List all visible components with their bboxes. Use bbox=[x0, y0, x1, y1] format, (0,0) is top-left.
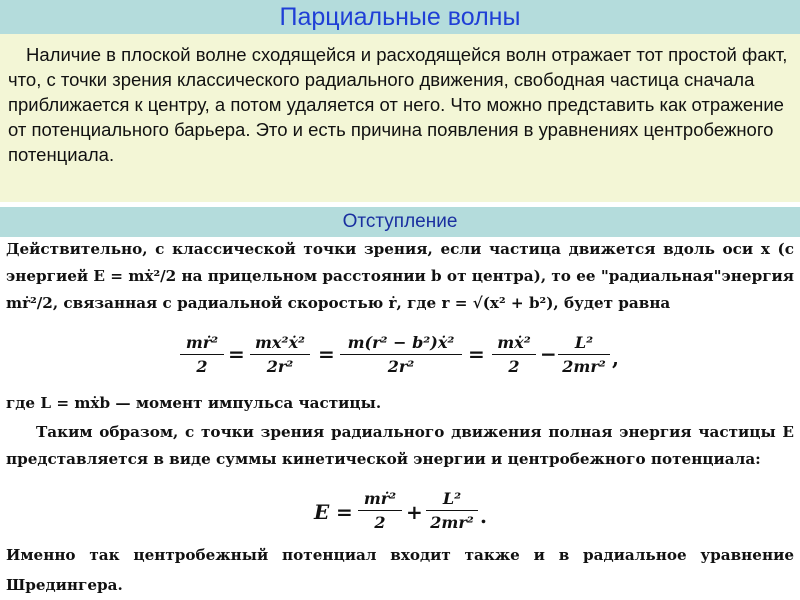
intro-text: Наличие в плоской волне сходящейся и расходящейся волн отражает тот простой факт, что, с точки зрения классического радиального движения, свободная частица сначала приближается к центру, а потом удаляется от него. Что можно представить как отражение от потенциального барьера. Это и есть причина появления в уравнениях центробежного потенциала. bbox=[8, 44, 788, 165]
eq2-lhs: E bbox=[314, 500, 330, 524]
eq1-fraction-2: mx²ẋ² 2r² bbox=[250, 333, 310, 376]
eq1-equals-2: = bbox=[318, 342, 335, 366]
body-text-2 bbox=[6, 390, 794, 473]
eq2-equals: = bbox=[336, 500, 353, 524]
eq2-period: . bbox=[480, 504, 487, 528]
section-title: Отступление bbox=[342, 211, 458, 232]
eq1-minus: − bbox=[540, 342, 557, 366]
eq1-fraction-5: L² 2mr² bbox=[558, 333, 610, 376]
intro-block bbox=[0, 34, 800, 202]
eq1-comma: , bbox=[612, 346, 619, 370]
eq2-fraction-1: mṙ² 2 bbox=[358, 489, 402, 532]
eq1-fraction-4: mẋ² 2 bbox=[492, 333, 536, 376]
body-text-3 bbox=[6, 540, 794, 600]
slide-title-bar bbox=[0, 0, 800, 34]
paragraph-4: Именно так центробежный потенциал входит также и в радиальное уравнение Шредингера. bbox=[6, 546, 794, 594]
eq1-fraction-3: m(r² − b²)ẋ² 2r² bbox=[340, 333, 462, 376]
paragraph-1: Действительно, с классической точки зрения, если частица движется вдоль оси x (с энергией E = mẋ²/2 на прицельном расстоянии b от центра), то ее "радиальная"энергия mṙ²/2, связанная с радиальной скоростью ṙ, где r = √(x² + b²), будет равна bbox=[6, 240, 794, 312]
eq1-equals-1: = bbox=[228, 342, 245, 366]
slide-title: Парциальные волны bbox=[279, 3, 521, 31]
eq1-equals-3: = bbox=[468, 342, 485, 366]
paragraph-3: Таким образом, с точки зрения радиального движения полная энергия частицы E представляется в виде суммы кинетической энергии и центробежного потенциала: bbox=[6, 423, 794, 468]
paragraph-2: где L = mẋb — момент импульса частицы. bbox=[6, 394, 382, 412]
eq1-fraction-1: mṙ² 2 bbox=[180, 333, 224, 376]
eq2-fraction-2: L² 2mr² bbox=[426, 489, 478, 532]
eq2-plus: + bbox=[406, 500, 423, 524]
body-text bbox=[6, 236, 794, 317]
section-title-bar bbox=[0, 207, 800, 237]
